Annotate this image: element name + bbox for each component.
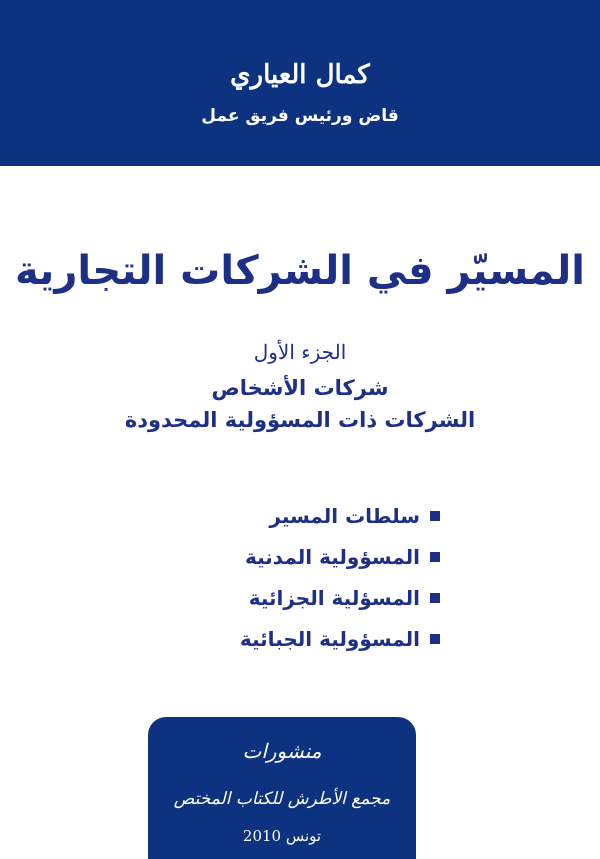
publisher-name: مجمع الأطرش للكتاب المختص	[173, 789, 391, 809]
publisher-header: منشورات	[242, 739, 322, 763]
topic-item	[140, 619, 440, 659]
part-label: الجزء الأول	[253, 340, 347, 364]
subtitle-persons-companies: شركات الأشخاص	[211, 376, 389, 400]
book-title: المسيّر في الشركات التجارية	[15, 248, 585, 294]
square-bullet-icon	[430, 593, 440, 603]
subtitle-limited-liability: الشركات ذات المسؤولية المحدودة	[124, 408, 476, 432]
square-bullet-icon	[430, 511, 440, 521]
topic-item	[140, 578, 440, 618]
square-bullet-icon	[430, 634, 440, 644]
topic-label: المسؤولية المدنية	[245, 545, 420, 569]
topics-list	[140, 496, 440, 660]
top-banner	[0, 0, 600, 166]
topic-item	[140, 537, 440, 577]
publisher-box	[148, 717, 416, 859]
topic-label: المسؤولية الجبائية	[239, 627, 420, 651]
author-name: كمال العياري	[230, 60, 370, 90]
topic-label: المسؤلية الجزائية	[248, 586, 420, 610]
square-bullet-icon	[430, 552, 440, 562]
author-role: قاض ورئيس فريق عمل	[201, 106, 399, 126]
topic-item	[140, 496, 440, 536]
publisher-place-year: تونس 2010	[242, 827, 322, 845]
topic-label: سلطات المسير	[269, 504, 420, 528]
